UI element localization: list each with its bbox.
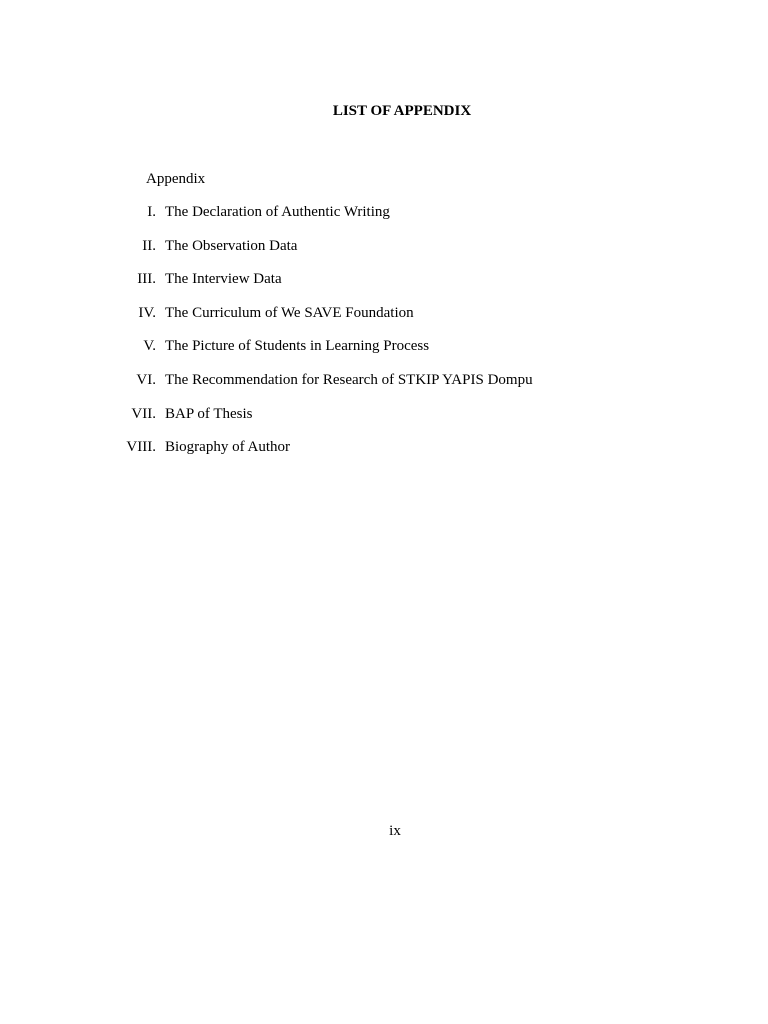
item-numeral: IV. [138,304,156,321]
list-item [0,203,533,237]
item-numeral: II. [142,237,156,254]
list-item [0,237,533,271]
item-text: BAP of Thesis [165,405,253,422]
item-numeral: VI. [136,371,156,388]
list-item [0,371,533,405]
item-numeral: III. [137,271,156,288]
item-numeral: V. [143,338,156,355]
list-item [0,405,533,439]
item-text: The Declaration of Authentic Writing [165,204,390,220]
list-item [0,438,533,472]
item-text: The Interview Data [165,271,282,288]
page-number: ix [389,823,401,839]
item-numeral: VIII. [126,439,156,456]
page-title: LIST OF APPENDIX [332,103,472,119]
item-text: The Picture of Students in Learning Process [165,338,430,355]
list-item [0,304,533,338]
item-text: The Recommendation for Research of STKIP YAPIS Dompu [165,371,533,388]
item-numeral: VII. [131,405,156,422]
item-numeral: I. [147,204,156,220]
list-item [0,270,533,304]
appendix-list [0,203,533,472]
list-item [0,337,533,371]
item-text: The Curriculum of We SAVE Foundation [165,304,414,321]
appendix-heading: Appendix [146,171,206,187]
item-text: Biography of Author [165,439,290,456]
item-text: The Observation Data [165,237,298,254]
